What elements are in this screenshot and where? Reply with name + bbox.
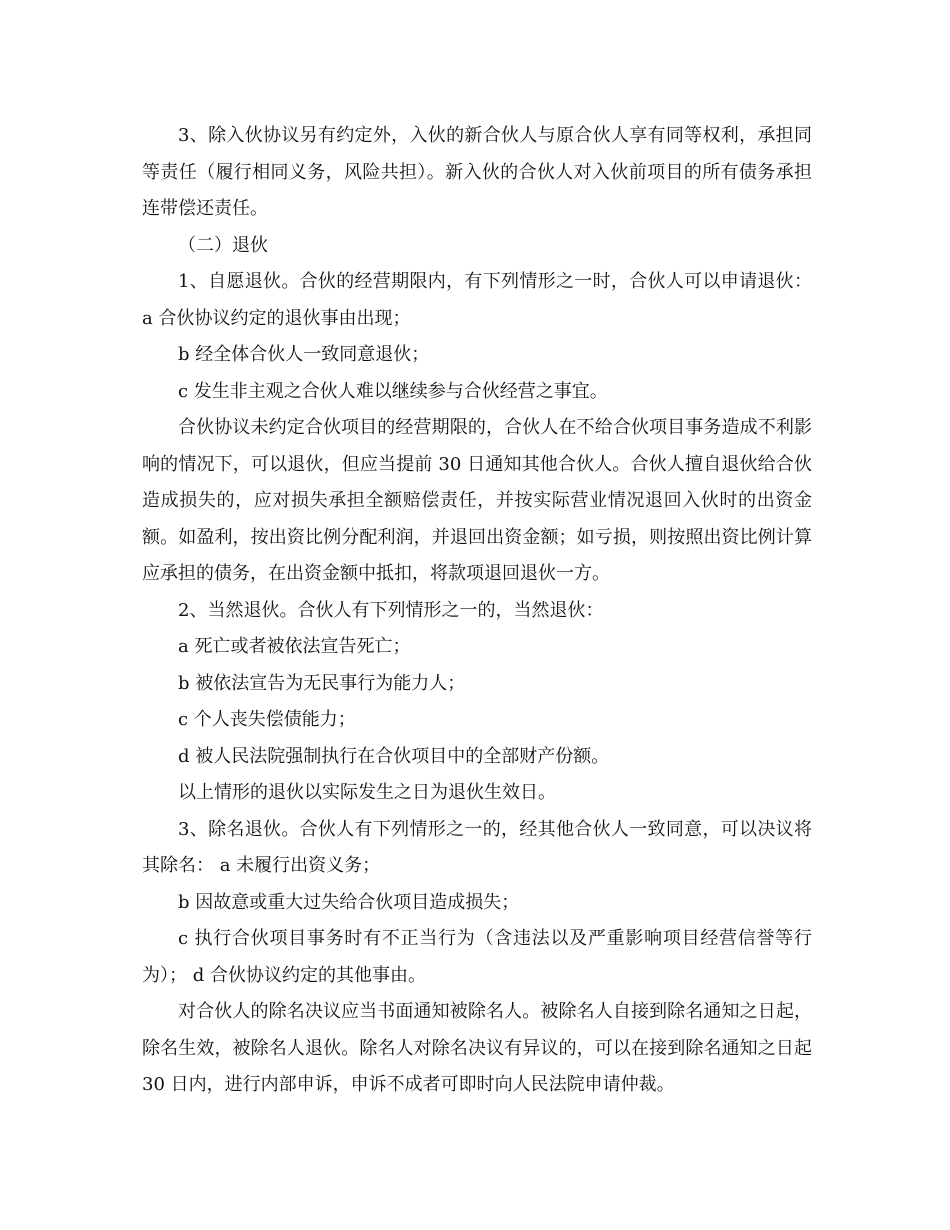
- list-item: b 被依法宣告为无民事行为能力人；: [178, 672, 466, 694]
- list-item: a 死亡或者被依法宣告死亡；: [178, 636, 411, 657]
- paragraph-effective-date: 以上情形的退伙以实际发生之日为退伙生效日。: [178, 782, 556, 803]
- paragraph-expulsion: 3、除名退伙。合伙人有下列情形之一的，经其他合伙人一致同意，可以决议将其除名： a 未履行出资义务；: [142, 818, 812, 876]
- list-item: d 被人民法院强制执行在合伙项目中的全部财产份额。: [178, 745, 610, 767]
- list-item: b 因故意或重大过失给合伙项目造成损失；: [178, 891, 520, 913]
- list-item: b 经全体合伙人一致同意退伙；: [178, 344, 430, 365]
- section-heading-withdrawal: （二）退伙: [178, 234, 268, 256]
- paragraph-admission-rights: 3、除入伙协议另有约定外，入伙的新合伙人与原合伙人享有同等权利，承担同等责任（履行相同义务，风险共担）。新入伙的合伙人对入伙前项目的所有债务承担连带偿还责任。: [142, 125, 812, 219]
- paragraph-voluntary-withdrawal: 1、自愿退伙。合伙的经营期限内，有下列情形之一时，合伙人可以申请退伙： a 合伙协议约定的退伙事由出现；: [142, 271, 812, 329]
- paragraph-no-term-withdrawal: 合伙协议未约定合伙项目的经营期限的，合伙人在不给合伙项目事务造成不利影响的情况下，可以退伙，但应当提前 30 日通知其他合伙人。合伙人擅自退伙给合伙造成损失的，应对损失承担全额赔偿责任，并按实际营业情况退回入伙时的出资金额。如盈利，按出资比例分配利润，并退回出资金额；如亏损，则按照出资比例计算应承担的债务，在出资金额中抵扣，将款项退回退伙一方。: [142, 417, 812, 584]
- list-item: c 发生非主观之合伙人难以继续参与合伙经营之事宜。: [178, 380, 608, 402]
- list-item: c 执行合伙项目事务时有不正当行为（含违法以及严重影响项目经营信誉等行为）； d 合伙协议约定的其他事由。: [142, 928, 812, 986]
- paragraph-automatic-withdrawal: 2、当然退伙。合伙人有下列情形之一的，当然退伙：: [178, 599, 604, 621]
- document-body: [142, 118, 812, 1104]
- paragraph-expulsion-notice: 对合伙人的除名决议应当书面通知被除名人。被除名人自接到除名通知之日起，除名生效，被除名人退伙。除名人对除名决议有异议的，可以在接到除名通知之日起 30 日内，进行内部申诉，申诉不成者可即时向人民法院申请仲裁。: [142, 1001, 812, 1095]
- list-item: c 个人丧失偿债能力；: [178, 709, 356, 730]
